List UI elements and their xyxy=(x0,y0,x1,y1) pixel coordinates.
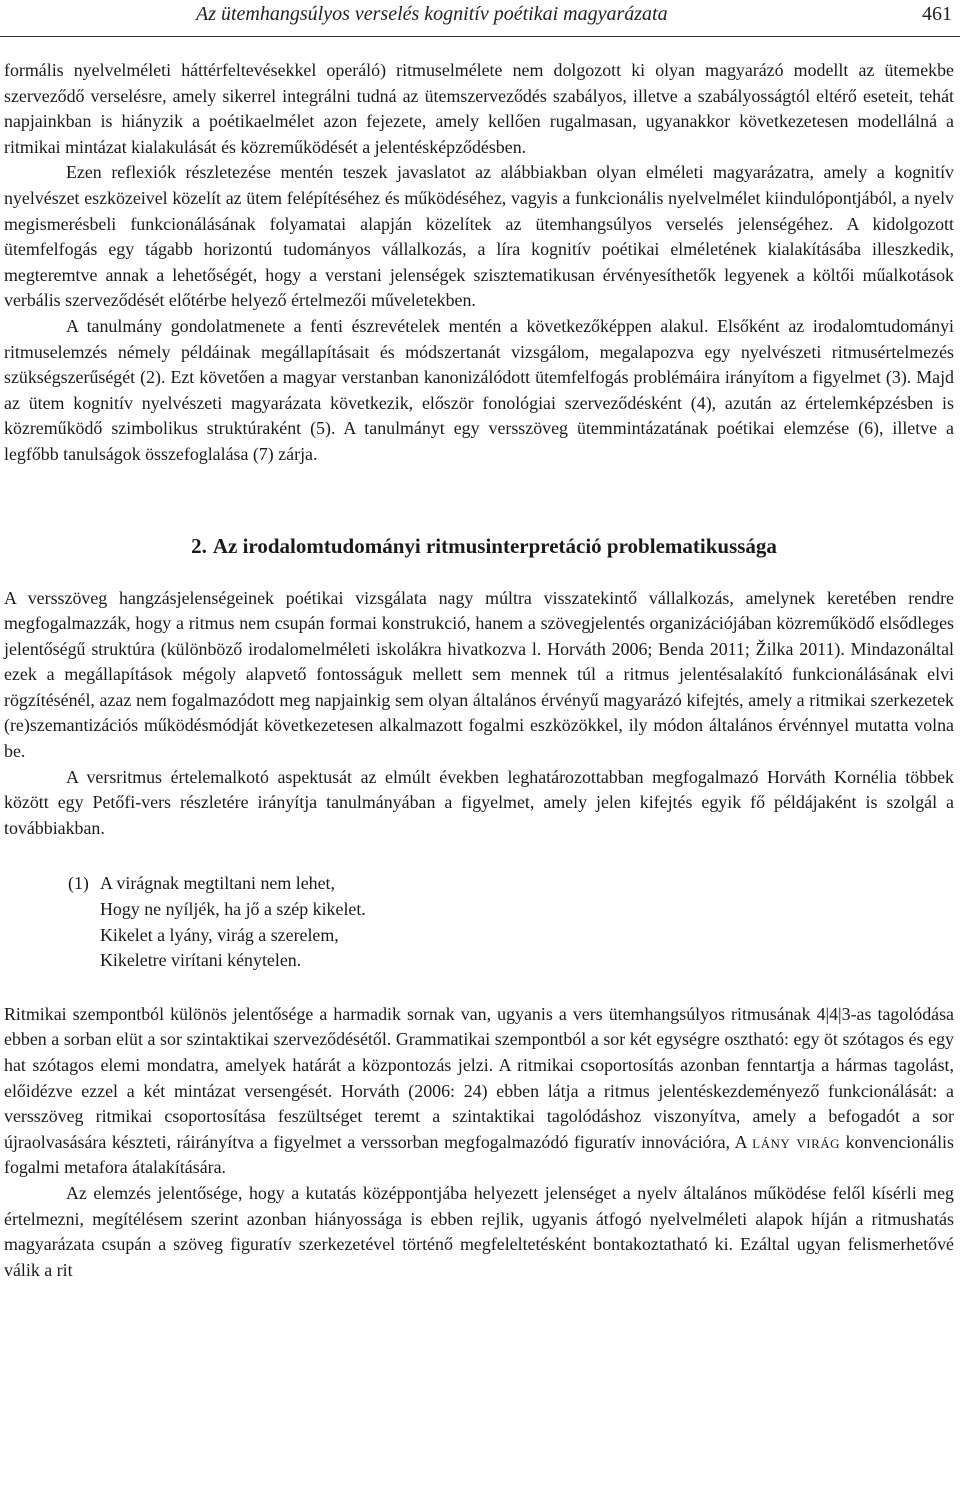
paragraph-intro-continuation: formális nyelvelméleti háttérfeltevésekkel operáló) ritmuselmélete nem dolgozott ki olyan magyarázó modellt az ütemekbe szerveződő verselésre, amely sikerrel integrálni tudná az ütemszerveződés szabályos, illetve a szabályosságtól eltérő eseteit, tehát napjainkban is hiányzik a poétikaelmélet azon fejezete, amely kellően rugalmasan, ugyanakkor következetesen modellálná a ritmikai mintázat kialakulását és közreműködését a jelentésképződésben. xyxy=(4,60,954,157)
poem-line: Kikeletre virítani kénytelen. xyxy=(100,950,302,971)
smallcaps-metaphor: lány virág xyxy=(752,1131,841,1152)
paragraph-outline: A tanulmány gondolatmenete a fenti észrevételek mentén a következőképpen alakul. Elsőként az irodalomtudományi ritmuselemzés némely példáinak megállapításait és módszertanát vizsgálom, megalapozva egy nyelvészeti ritmusértelmezés szükségszerűségét (2). Ezt követően a magyar verstanban kanonizálódott ütemfelfogás problémáira irányítom a figyelmet (3). Majd az ütem kognitív nyelvészeti magyarázata következik, először fonológiai szerveződésként (4), azután az értelemképzésben is közreműködő szimbolikus struktúraként (5). A tanulmányt egy versszöveg ütemmintázatának poétikai elemzése (6), illetve a legfőbb tanulságok összefoglalása (7) zárja. xyxy=(4,315,954,464)
paragraph-rhythm-analysis xyxy=(4,1002,954,1181)
page-number: 461 xyxy=(922,3,952,25)
poem-line: Kikelet a lyány, virág a szerelem, xyxy=(100,924,339,945)
running-header xyxy=(0,0,960,37)
paragraph-section-opening: A versszöveg hangzásjelenségeinek poétikai vizsgálata nagy múltra visszatekintő vállalkozás, amelynek keretében rendre megfogalmazzák, hogy a ritmus nem csupán formai konstrukció, hanem a szövegjelentés organizációjában közreműködő elsődleges jelentőségű struktúra (különböző irodalomelméleti iskolákra hivatkozva l. Horváth 2006; Benda 2011; Žilka 2011). Mindazonáltal ezek a megállapítások mégoly alapvető fontosságuk mellett sem mennek túl a ritmus jelentésalakító funkcionálásának elvi rögzítésénél, azaz nem fogalmazódott meg napjainkig sem olyan általános érvényű magyarázó kifejtés, amely a ritmikai szerkezetek (re)szemantizációs működésmódját következetesen alkalmazott fogalmi eszközökkel, ily módon általános érvénnyel mutatta volna be. xyxy=(4,587,954,762)
example-number: (1) xyxy=(68,873,89,894)
smallcaps-a: A xyxy=(734,1131,747,1152)
body-text xyxy=(4,58,954,1283)
section-number: 2. xyxy=(191,533,207,558)
section-heading xyxy=(4,532,954,560)
paragraph-evaluation: Az elemzés jelentősége, hogy a kutatás középpontjába helyezett jelenséget a nyelv általános működése felől kísérli meg értelmezni, megítélésem szerint azonban hiányossága is ebben rejlik, ugyanis átfogó nyelvelméleti alapok híján a ritmushatás magyarázata csupán a szöveg figuratív szerkezetével történő megfeleltetésként bontakoztatható ki. Ezáltal ugyan felismerhetővé válik a rit xyxy=(4,1182,954,1280)
poem-line: Hogy ne nyíljék, ha jő a szép kikelet. xyxy=(100,899,366,920)
paragraph-tail: konvencionális fogalmi metafora átalakítására. xyxy=(4,1131,954,1178)
paragraph-text: Ritmikai szempontból különös jelentősége a harmadik sornak van, ugyanis a vers ütemhangsúlyos ritmusának 4|4|3-as tagolódása ebben a sorban elüt a sor szintaktikai szerveződésétől. Grammatikai szempontból a sor két egységre osztható: egy öt szótagos és egy hat szótagos elemi mondatra, amelyek határát a központozás jelzi. A ritmikai csoportosítás azonban fenntartja a hármas tagolást, előidézve ezzel a két mintázat versengését. Horváth (2006: 24) ebben látja a ritmus jelentéskezdeményező funkcionálását: a versszöveg ritmikai csoportosítása feszültséget teremt a szintaktikai tagolódáshoz viszonyítva, amely a befogadót a sor újraolvasására készteti, ráirányítva a figyelmet a verssorban megfogalmazódó figuratív innovációra, xyxy=(4,1003,954,1152)
paragraph-proposal: Ezen reflexiók részletezése mentén teszek javaslatot az alábbiakban olyan elméleti magyarázatra, amely a kognitív nyelvészet eszközeivel közelít az ütem felépítéséhez és működéséhez, vagyis a funkcionális nyelvelmélet kiindulópontjából, a nyelv megismerésbeli funkcionálásának folyamatai alapján közelítek az ütemhangsúlyos verselés jelenségéhez. A kidolgozott ütemfelfogás egy tágabb horizontú tudományos vállalkozás, a líra kognitív poétikai elméletének kialakításába illeszkedik, megteremtve annak a lehetőségét, hogy a verstani jelenségek szisztematikusan érvényesíthetők legyenek a költői műalkotások verbális szerveződését előtérbe helyező értelmezői műveletekben. xyxy=(4,162,954,311)
paragraph-horvath: A versritmus értelemalkotó aspektusát az elmúlt években leghatározottabban megfogalmazó Horváth Kornélia többek között egy Petőfi-vers részletére irányítja tanulmányában a figyelmet, amely jelen kifejtés egyik fő példájaként is szolgál a továbbiakban. xyxy=(4,766,954,838)
poem-line: (1) A virágnak megtiltani nem lehet, xyxy=(68,871,954,897)
section-title: Az irodalomtudományi ritmusinterpretáció problematikussága xyxy=(212,533,777,558)
poem-example xyxy=(4,871,954,973)
running-title: Az ütemhangsúlyos verselés kognitív poétikai magyarázata xyxy=(196,3,668,25)
